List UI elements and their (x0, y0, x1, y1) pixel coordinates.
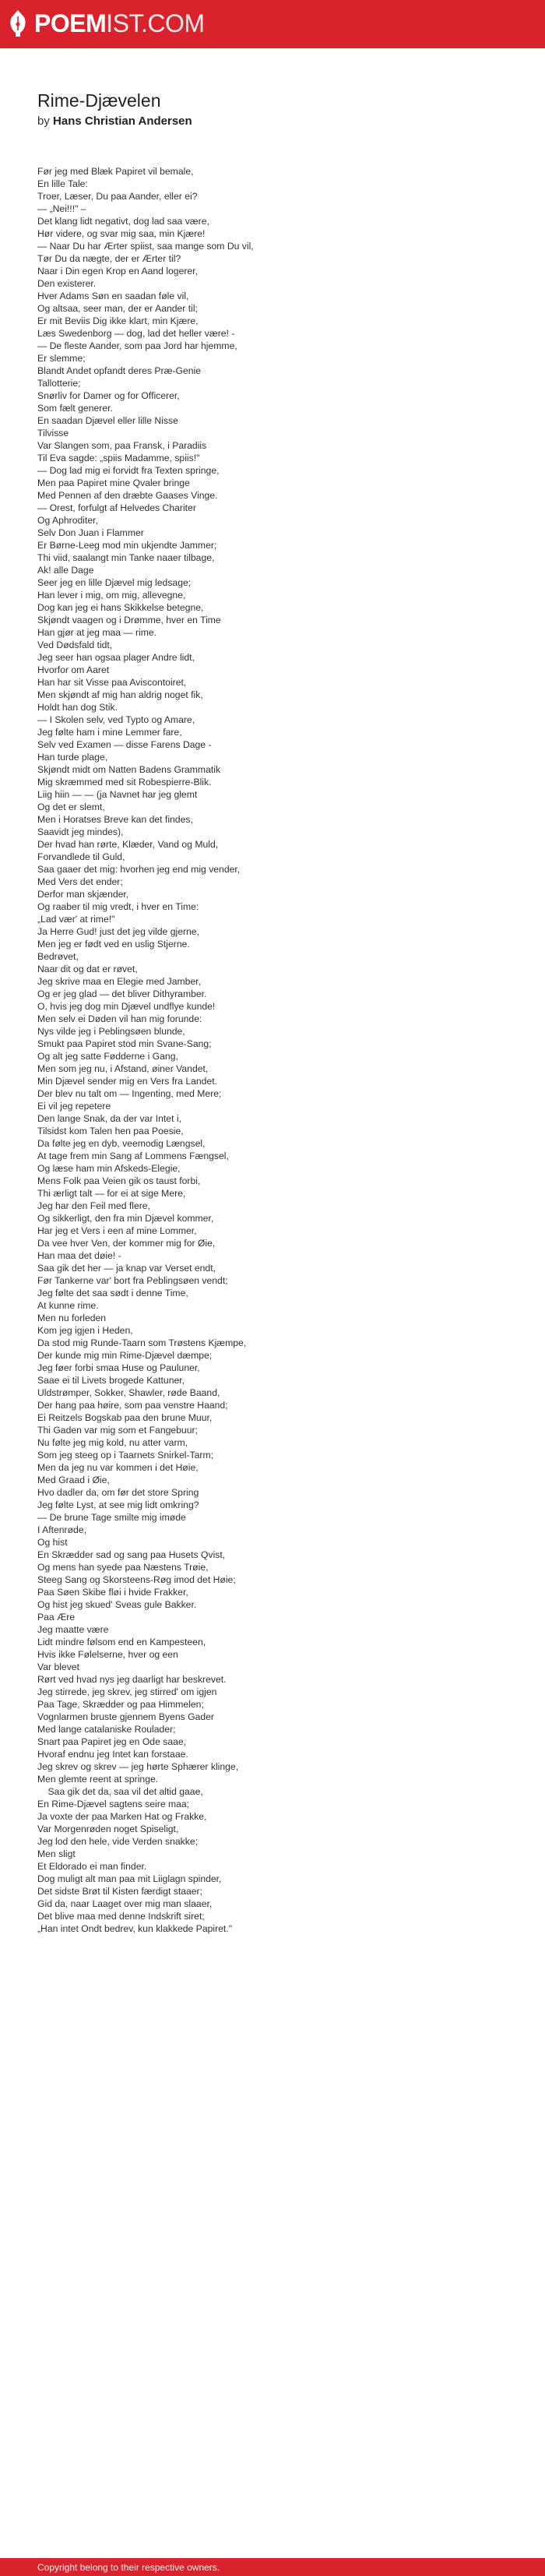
poem-line: Nys vilde jeg i Peblingsøen blunde, (37, 1026, 185, 1037)
poem-byline (37, 114, 520, 129)
poem-line: Har jeg et Vers i een af mine Lommer, (37, 1225, 197, 1236)
poem-line: Hvis ikke Følelserne, hver og een (37, 1649, 178, 1660)
poem-line: At tage frem min Sang af Lommens Fængsel, (37, 1151, 229, 1161)
poem-line: Ja voxte der paa Marken Hat og Frakke, (37, 1811, 207, 1822)
poem-line: Tallotterie; (37, 378, 81, 389)
poem-line: Som fælt generer. (37, 403, 113, 414)
poem-line: Da følte jeg en dyb, veemodig Længsel, (37, 1138, 206, 1149)
poem-line: — De brune Tage smilte mig imøde (37, 1512, 186, 1523)
poem-line: Min Djævel sender mig en Vers fra Landet. (37, 1076, 217, 1087)
poem-line: Der kunde mig min Rime-Djævel dæmpe; (37, 1350, 213, 1361)
poem-line: Men glemte reent at springe. (37, 1774, 159, 1785)
poem-line: Nu følte jeg mig kold, nu atter varm, (37, 1437, 188, 1448)
poem-line: Han turde plage, (37, 752, 108, 763)
poem-line: Med Vers det ender; (37, 876, 123, 887)
poem-line: En lille Tale: (37, 178, 88, 189)
poem-line: Selv ved Examen — disse Farens Dage - (37, 739, 212, 750)
poem-line: Var Slangen som, paa Fransk, i Paradiis (37, 440, 207, 451)
poem-line: Og hist (37, 1537, 68, 1548)
poem-line: Og mens han syede paa Næstens Trøie, (37, 1562, 209, 1573)
poem-line: Rørt ved hvad nys jeg daarligt har beskrevet. (37, 1674, 227, 1685)
poem-line: Det blive maa med denne Indskrift siret; (37, 1911, 205, 1922)
poem-title: Rime-Djævelen (37, 90, 161, 111)
poem-line: Gid da, naar Laaget over mig man slaaer, (37, 1898, 213, 1909)
poem-line: Vognlarmen bruste gjennem Byens Gader (37, 1711, 214, 1722)
poem-line: Saa gik det her — ja knap var Verset endt, (37, 1263, 216, 1274)
poem-line: Lidt mindre følsom end en Kampesteen, (37, 1637, 206, 1647)
poem-line: Mens Folk paa Veien gik os taust forbi, (37, 1175, 201, 1186)
poem-line: Smukt paa Papiret stod min Svane-Sang; (37, 1038, 212, 1049)
poem-line: Ei Reitzels Bogskab paa den brune Muur, (37, 1412, 213, 1423)
poem-line: En Skrædder sad og sang paa Husets Qvist, (37, 1549, 226, 1560)
poem-line: — „Nei!!!" – (37, 203, 86, 214)
poem-line: Jeg føer forbi smaa Huse og Pauluner, (37, 1362, 200, 1373)
poem-line: En saadan Djævel eller lille Nisse (37, 415, 178, 426)
poem-line: Og er jeg glad — det bliver Dithyramber. (37, 988, 207, 999)
poem-line: Og alt jeg satte Fødderne i Gang, (37, 1051, 178, 1062)
poem-line: Saae ei til Livets brogede Kattuner, (37, 1375, 185, 1386)
poem-line: — I Skolen selv, ved Typto og Amare, (37, 714, 195, 725)
poem-line: Er mit Beviis Dig ikke klart, min Kjære, (37, 315, 199, 326)
poem-line: Og læse ham min Afskeds-Elegie, (37, 1163, 181, 1174)
poem-line: Før Tankerne var' bort fra Peblingsøen vendt; (37, 1275, 228, 1286)
poem-line: Skjøndt midt om Natten Badens Grammatik (37, 764, 221, 775)
poem-line: Selv Don Juan i Flammer (37, 527, 144, 538)
poem-line: Tilvisse (37, 428, 69, 439)
poem-line: Saa gik det da, saa vil det altid gaae, (37, 1786, 203, 1797)
poem-line: En Rime-Djævel sagtens seire maa; (37, 1799, 190, 1810)
copyright-notice: Copyright belong to their respective owners. (37, 2562, 220, 2573)
poem-line: Ak! alle Dage (37, 565, 94, 576)
poem-line: Den lange Snak, da der var Intet i, (37, 1113, 181, 1124)
poem-line: „Han intet Ondt bedrev, kun klakkede Papiret." (37, 1923, 233, 1934)
poem-line: Men paa Papiret mine Qvaler bringe (37, 477, 190, 488)
poem-line: Uldstrømper, Sokker, Shawler, røde Baand, (37, 1387, 220, 1398)
poem-line: Som jeg steeg op i Taarnets Snirkel-Tarm; (37, 1450, 214, 1461)
poem-line: Saa gaaer det mig: hvorhen jeg end mig vender, (37, 864, 241, 875)
poem-line: Der hvad han rørte, Klæder, Vand og Muld, (37, 839, 219, 850)
poem-line: Med Graad i Øie, (37, 1475, 110, 1485)
poem-page (37, 90, 520, 1935)
poem-line: Jeg skrive maa en Elegie med Jamber, (37, 976, 201, 987)
poem-line: Og det er slemt, (37, 802, 105, 812)
poem-line: Før jeg med Blæk Papiret vil bemale, (37, 166, 194, 177)
poem-line: Han lever i mig, om mig, allevegne, (37, 590, 186, 601)
poem-line: Jeg følte det saa sødt i denne Time, (37, 1288, 188, 1299)
poem-line: Til Eva sagde: „spiis Madamme, spiis!" (37, 453, 200, 463)
brand-prefix: POEM (34, 9, 107, 37)
poem-line: Blandt Andet opfandt deres Præ-Genie (37, 365, 202, 376)
poem-line: Men i Horatses Breve kan det findes, (37, 814, 193, 825)
poem-line: Paa Tage, Skrædder og paa Himmelen; (37, 1699, 204, 1710)
poem-line: Var Morgenrøden noget Spiseligt, (37, 1824, 179, 1834)
poem-line: Men da jeg nu var kommen i det Høie, (37, 1462, 199, 1473)
poem-line: Den existerer. (37, 278, 97, 289)
fountain-pen-icon (9, 9, 27, 37)
poem-line: At kunne rime. (37, 1300, 99, 1311)
poem-line: Jeg skrev og skrev — jeg hørte Sphærer klinge, (37, 1761, 239, 1772)
poem-line: Da stod mig Runde-Taarn som Trøstens Kjæmpe, (37, 1337, 247, 1348)
poem-line: Saavidt jeg mindes), (37, 826, 124, 837)
poem-line: Hver Adams Søn en saadan føle vil, (37, 291, 189, 301)
poem-line: Da vee hver Ven, der kommer mig for Øie, (37, 1238, 216, 1249)
poem-line: I Aftenrøde, (37, 1524, 87, 1535)
poem-line: Jeg følte Lyst, at see mig lidt omkring? (37, 1499, 199, 1510)
poem-line: Paa Søen Skibe fløi i hvide Frakker, (37, 1587, 188, 1598)
poem-line: Snart paa Papiret jeg en Ode saae, (37, 1736, 187, 1747)
poem-line: Han har sit Visse paa Aviscontoiret, (37, 677, 187, 688)
poem-line: Tilsidst kom Talen hen paa Poesie, (37, 1126, 184, 1136)
poem-line: Liig hiin — — (ja Navnet har jeg glemt (37, 789, 198, 800)
poem-line: Han gjør at jeg maa — rime. (37, 627, 157, 638)
poem-line: Tør Du da nægte, der er Ærter til? (37, 253, 181, 264)
poem-line: Thi viid, saalangt min Tanke naaer tilbage, (37, 552, 215, 563)
poem-line: Han maa det døie! - (37, 1250, 121, 1261)
poem-line: Var blevet (37, 1662, 79, 1672)
poem-line: Thi Gaden var mig som et Fangebuur; (37, 1425, 198, 1436)
poem-text (37, 165, 520, 1935)
poem-line: Med lange catalaniske Roulader; (37, 1724, 176, 1735)
poem-line: Thi ærligt talt — for ei at sige Mere, (37, 1188, 186, 1199)
poem-line: Hvoraf endnu jeg Intet kan forstaae. (37, 1749, 188, 1760)
poem-line: Men skjøndt af mig han aldrig noget fik, (37, 689, 203, 700)
poem-line: Naar i Din egen Krop en Aand logerer, (37, 266, 198, 277)
poem-line: Paa Ære (37, 1612, 76, 1623)
poem-line: Holdt han dog Stik. (37, 702, 118, 713)
brand-name (34, 11, 205, 36)
poem-line: — Orest, forfulgt af Helvedes Chariter (37, 502, 196, 513)
poem-line: Ja Herre Gud! just det jeg vilde gjerne, (37, 926, 199, 937)
poem-line: Jeg seer han ogsaa plager Andre lidt, (37, 652, 195, 663)
poem-line: Og raaber til mig vredt, i hver en Time: (37, 901, 199, 912)
poem-line: Det klang lidt negativt, dog lad saa være, (37, 216, 209, 227)
poem-line: Dog kan jeg ei hans Skikkelse betegne, (37, 602, 204, 613)
poem-line: Det sidste Brøt til Kisten færdigt staaer; (37, 1886, 203, 1897)
poemist-logo-link[interactable] (9, 6, 205, 41)
poem-line: O, hvis jeg dog min Djævel undflye kunde! (37, 1001, 216, 1012)
poem-line: Naar dit og dat er røvet, (37, 964, 138, 974)
poem-line: Læs Swedenborg — dog, lad det heller være! - (37, 328, 235, 339)
poem-line: Jeg har den Feil med flere, (37, 1200, 150, 1211)
poem-line: Og Aphroditer, (37, 515, 98, 526)
poem-line: Jeg lod den hele, vide Verden snakke; (37, 1836, 198, 1847)
by-label: by (37, 115, 50, 128)
poem-line: Mig skræmmed med sit Robespierre-Blik. (37, 777, 212, 788)
brand-suffix: IST.COM (106, 9, 205, 37)
site-footer (0, 2558, 545, 2576)
poem-line: Dog muligt alt man paa mit Liiglagn spinder, (37, 1873, 222, 1884)
poem-line: Ei vil jeg repetere (37, 1101, 111, 1112)
poem-line: Er Børne-Leeg mod min ukjendte Jammer; (37, 540, 217, 551)
poem-line: Er slemme; (37, 353, 86, 364)
poem-line: „Lad vær' at rime!" (37, 914, 115, 925)
poem-line: Kom jeg igjen i Heden, (37, 1325, 133, 1336)
poem-line: — Dog lad mig ei forvidt fra Texten springe, (37, 465, 220, 476)
poem-line: Og altsaa, seer man, der er Aander til; (37, 303, 198, 314)
poem-line: Der hang paa høire, som paa venstre Haand; (37, 1400, 228, 1411)
poem-line: Men som jeg nu, i Afstand, øiner Vandet, (37, 1063, 209, 1074)
poem-line: Hvorfor om Aaret (37, 664, 110, 675)
poem-line: Og sikkerligt, den fra min Djævel kommer, (37, 1213, 214, 1224)
poem-line: Der blev nu talt om — Ingenting, med Mere; (37, 1088, 222, 1099)
poem-line: Jeg følte ham i mine Lemmer fare, (37, 727, 182, 738)
poem-line: Og hist jeg skued' Sveas gule Bakker. (37, 1599, 197, 1610)
poem-line: Forvandlede til Guld, (37, 851, 125, 862)
poem-line: Derfor man skjænder, (37, 889, 129, 900)
poem-line: Men nu forleden (37, 1313, 107, 1323)
poem-line: Med Pennen af den dræbte Gaases Vinge. (37, 490, 218, 501)
poem-line: Troer, Læser, Du paa Aander, eller ei? (37, 191, 198, 202)
poem-line: Jeg stirrede, jeg skrev, jeg stirred' om igjen (37, 1686, 217, 1697)
poem-line: Skjøndt vaagen og i Drømme, hver en Time (37, 615, 221, 625)
poem-line: Ved Dødsfald tidt, (37, 640, 113, 650)
poem-line: — Naar Du har Ærter spiist, saa mange som Du vil, (37, 241, 254, 252)
poem-line: Hør videre, og svar mig saa, min Kjære! (37, 228, 206, 239)
poem-line: Men jeg er født ved en uslig Stjerne. (37, 939, 190, 950)
poem-line: Seer jeg en lille Djævel mig ledsage; (37, 577, 192, 588)
poem-line: — De fleste Aander, som paa Jord har hjemme, (37, 340, 237, 351)
poem-line: Jeg maatte være (37, 1624, 109, 1635)
poem-line: Bedrøvet, (37, 951, 79, 962)
poem-line: Steeg Sang og Skorsteens-Røg imod det Høie; (37, 1574, 236, 1585)
poem-line: Men sligt (37, 1848, 76, 1859)
poem-line: Et Eldorado ei man finder. (37, 1861, 147, 1872)
poem-line: Men selv ei Døden vil han mig forunde: (37, 1013, 202, 1024)
site-header (0, 0, 545, 48)
poem-line: Hvo dadler da, om før det store Spring (37, 1487, 199, 1498)
poem-line: Snørliv for Damer og for Officerer, (37, 390, 180, 401)
author-link[interactable]: Hans Christian Andersen (53, 115, 192, 128)
